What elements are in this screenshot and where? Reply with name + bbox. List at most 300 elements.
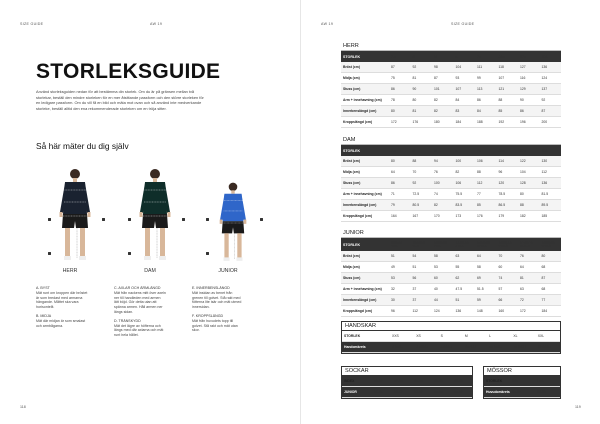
table-cell: 184: [455, 120, 462, 124]
header-cell: [518, 55, 540, 59]
table-title: JUNIOR: [341, 229, 561, 238]
table-cell: 63: [520, 287, 524, 291]
table-cell: 118: [498, 65, 504, 69]
header-cell-text: 98/104: [391, 241, 402, 245]
table-header-row: [341, 51, 561, 62]
table-row: [341, 62, 561, 73]
table-row: [341, 156, 561, 167]
table-cell: 90: [412, 87, 417, 91]
table-cell: 75.5: [455, 192, 463, 196]
header-cell-text: M: [434, 148, 437, 153]
table-cell: 40: [434, 287, 438, 291]
table-cell: 182: [520, 214, 526, 218]
intro-text: Använd storleksguiden nedan för att bestämma din storlek. Om du är på gränsen mellan två storlekar, beställ den mindre storleken för en mer åtsittande passform och den större storleken för en ledigare passform. Om du vill få en bild och mäta mot ovan och så använd inte medverkande storleke, beställ alltid den ena rekommenderade storleken om en tröja sitter.: [36, 89, 204, 111]
table-cell: 32: [391, 287, 395, 291]
table-title: HANDSKAR: [342, 322, 560, 331]
page-title: STORLEKSGUIDE: [36, 60, 221, 83]
header-mid: SIZE GUIDE: [451, 22, 475, 26]
table-cell: 54-56: [512, 390, 521, 394]
table-cell: 51: [455, 298, 460, 302]
table-row: [341, 251, 561, 262]
table-cell: 86: [391, 181, 395, 185]
table-cell: 84: [455, 98, 460, 102]
table-body: [341, 156, 561, 222]
table-header-row: [484, 376, 560, 387]
size-table-dam: [341, 136, 561, 222]
table-cell: 86: [477, 98, 481, 102]
header-cell: [497, 149, 519, 153]
table-cell: 176: [412, 120, 419, 124]
header-cell-subtext: 3-4 år: [391, 245, 398, 248]
table-cell: 28-30: [414, 390, 423, 394]
row-label: Handomkrets: [344, 345, 366, 349]
table-row: [341, 273, 561, 284]
header-cell: [411, 149, 433, 153]
table-title: HERR: [341, 42, 561, 51]
header-cell-text: XXL: [498, 54, 506, 59]
table-cell: 10 INCH: [489, 345, 503, 349]
header-cell: L/XL: [537, 379, 545, 383]
table-row: [342, 342, 560, 353]
note-heading: C. AXLAR OCH ÄRMLÄNGD: [114, 286, 161, 290]
table-cell: 71: [391, 192, 395, 196]
header-cell: [341, 149, 389, 153]
table-cell: 112: [477, 181, 483, 185]
table-cell: 80: [391, 159, 395, 163]
table-cell: 83.5: [455, 203, 463, 207]
table-cell: 113: [477, 87, 483, 91]
table-cell: 81: [412, 76, 417, 80]
table-cell: 82: [434, 109, 438, 113]
table-cell: 56: [412, 276, 417, 280]
table-cell: 116: [520, 76, 526, 80]
table-cell: 78.5: [498, 192, 506, 196]
table-cell: 160: [498, 309, 505, 313]
header-cell: [454, 149, 476, 153]
row-label: Kroppslängd (cm): [343, 214, 373, 218]
note-heading: D. TRÄNSKYDD: [114, 318, 141, 323]
table-row: [341, 200, 561, 211]
table-cell: 77: [477, 192, 481, 196]
table-cell: 86: [520, 109, 524, 113]
table-title: DAM: [341, 136, 561, 145]
header-cell-subtext: 15-16 år: [520, 245, 530, 248]
table-row: [341, 262, 561, 273]
header-cell: [389, 241, 411, 248]
table-title: MÖSSOR: [484, 367, 560, 376]
header-cell-text: 158/164: [498, 241, 512, 245]
header-cell-subtext: 7-8 år: [434, 245, 441, 248]
header-cell-text: 4XL: [541, 148, 549, 153]
header-left: SIZE GUIDE: [20, 22, 44, 26]
table-cell: 72.5: [412, 192, 420, 196]
table-header-row: [341, 238, 561, 251]
row-label: Stuss (cm): [343, 181, 361, 185]
header-cell: [475, 241, 497, 248]
measurement-marker: [182, 218, 185, 221]
table-cell: 96: [391, 309, 395, 313]
table-cell: 88: [520, 203, 524, 207]
table-row: [341, 178, 561, 189]
table-cell: 64: [391, 170, 395, 174]
table-cell: 188: [477, 120, 483, 124]
table-cell: 82: [434, 98, 438, 102]
table-cell: 53: [391, 276, 395, 280]
header-cell-text: S: [412, 54, 415, 59]
measurement-marker: [260, 218, 263, 221]
header-cell: [432, 241, 454, 248]
row-label: Arm + innehavning (cm): [343, 192, 382, 196]
size-table-junior: [341, 229, 561, 317]
header-cell-text: 122/128: [434, 241, 447, 245]
table-cell: 81: [520, 276, 524, 280]
table-cell: 69: [477, 276, 481, 280]
header-cell: [389, 149, 411, 153]
table-row: [342, 387, 472, 398]
header-cell: [518, 149, 540, 153]
table-row: [341, 211, 561, 222]
table-row: [484, 387, 560, 398]
table-cell: 80: [412, 98, 417, 102]
table-cell: 104: [455, 65, 462, 69]
table-cell: 62: [455, 276, 460, 280]
note-body: Mät från huvudets topp till golvet. Stå rakt och mät utan skor.: [192, 318, 238, 333]
table-cell: 184: [541, 309, 548, 313]
table-cell: 87: [434, 76, 438, 80]
notes-column-3: [192, 286, 244, 337]
header-cell-text: L: [455, 148, 458, 153]
table-cell: 81.5: [541, 192, 549, 196]
header-cell: [411, 241, 433, 248]
header-cell-text: M: [434, 54, 437, 59]
note-body: Mät runt om kroppen där bröstet är som bredast med armarna hängande. Måttet ska vara horisontellt.: [36, 290, 88, 310]
table-cell: 86: [391, 87, 395, 91]
table-cell: 64: [477, 254, 481, 258]
table-cell: 37: [412, 287, 417, 291]
table-cell: 68: [541, 287, 546, 291]
header-cell: INDEX: [344, 379, 355, 383]
table-cell: 127: [520, 65, 526, 69]
row-label: Innerbenslängd (cm): [343, 109, 377, 113]
table-cell: 82: [434, 203, 438, 207]
table-cell: 53: [434, 265, 438, 269]
header-cell: [475, 55, 497, 59]
header-cell-text: XS: [391, 54, 396, 59]
table-cell: 100: [434, 181, 440, 185]
header-cell-subtext: 17-18 år: [541, 245, 552, 248]
header-cell: 43-45: [434, 379, 443, 383]
table-cell: 172: [520, 309, 526, 313]
note-heading: E. INNERBENSLÄNGD: [192, 286, 230, 290]
table-body: [341, 62, 561, 128]
header-cell-text: XL: [477, 54, 482, 59]
row-label: Bröst (cm): [343, 254, 360, 258]
row-label: Bröst (cm): [343, 65, 360, 69]
table-cell: 49: [391, 265, 395, 269]
table-cell: 72: [520, 298, 524, 302]
table-cell: 51: [412, 265, 417, 269]
table-cell: 80: [541, 254, 546, 258]
header-cell: [497, 241, 519, 248]
note-heading: B. MIDJA: [36, 313, 52, 318]
measurement-marker: [206, 252, 209, 255]
note-body: Mät där midjan är som smalast och armbågarna.: [36, 318, 86, 328]
table-cell: 64: [520, 265, 524, 269]
table-cell: 129: [520, 87, 526, 91]
note-heading: F. KROPPSLÄNGD: [192, 313, 224, 318]
table-cell: 54: [412, 254, 417, 258]
page-number-right: 119: [575, 405, 581, 409]
table-row: [341, 189, 561, 200]
table-cell: 98: [434, 65, 438, 69]
table-cell: 59: [477, 298, 481, 302]
table-cell: 57: [498, 287, 503, 291]
table-cell: 92: [412, 65, 417, 69]
header-cell: STORLEK: [486, 379, 503, 383]
table-cell: 94: [434, 159, 438, 163]
table-cell: 106: [455, 181, 462, 185]
table-row: [341, 284, 561, 295]
row-label: Bröst (cm): [343, 159, 360, 163]
figure-label-junior: JUNIOR: [218, 268, 238, 274]
table-cell: 82: [455, 170, 460, 174]
table-cell: 44: [434, 298, 438, 302]
section-subtitle: Så här mäter du dig själv: [36, 141, 129, 151]
table-header-row: [342, 376, 472, 387]
table-cell: 9 INCH: [464, 345, 476, 349]
row-label: Innerbenslängd (cm): [343, 203, 377, 207]
table-cell: 31-33: [434, 390, 443, 394]
table-row: [341, 95, 561, 106]
table-cell: 22-24: [374, 390, 383, 394]
table-cell: 196: [520, 120, 526, 124]
header-cell: [540, 241, 562, 248]
table-cell: 92: [412, 181, 417, 185]
table-cell: 83: [455, 109, 460, 113]
table-cell: 80: [391, 109, 395, 113]
measurement-marker: [48, 218, 51, 221]
table-cell: 128: [520, 181, 526, 185]
measurement-marker: [102, 218, 105, 221]
table-cell: 124: [541, 76, 548, 80]
table-cell: 192: [498, 120, 505, 124]
table-cell: 90: [520, 98, 524, 102]
table-cell: 70: [498, 254, 503, 258]
table-cell: 80: [520, 192, 524, 196]
table-cell: 200: [541, 120, 548, 124]
note-body: Mät från nackens mitt över axeln ner till handleden med armen lätt böjd. Gör detta utan att spänna armen. Håll armen ner längs sidan.: [114, 290, 166, 314]
notes-column-2: [114, 286, 166, 342]
table-cell: 101: [434, 87, 440, 91]
note-heading: A. BYST: [36, 286, 50, 290]
table-cell: 88: [412, 159, 417, 163]
table-cell: 88: [477, 170, 481, 174]
header-cell: S: [440, 334, 443, 338]
table-cell: 63: [455, 254, 460, 258]
table-cell: 104: [520, 170, 526, 174]
table-cell: 87: [391, 65, 395, 69]
header-cell: 40-42: [414, 379, 423, 383]
measurement-marker: [128, 252, 131, 255]
table-cell: 86.5: [498, 203, 506, 207]
table-cell: 124: [434, 309, 440, 313]
header-cell-subtext: 9-10 år: [455, 245, 464, 248]
header-cell-text: STORLEK: [343, 242, 361, 247]
table-cell: 55: [455, 265, 460, 269]
header-cell: 46-48: [454, 379, 463, 383]
header-cell-text: 146/152: [477, 241, 490, 245]
header-cell: [411, 55, 433, 59]
figure-dam: [130, 166, 180, 266]
table-cell: 84: [477, 109, 481, 113]
header-cell: [341, 243, 389, 247]
row-label: Midja (cm): [343, 76, 360, 80]
measurement-marker: [206, 218, 209, 221]
table-cell: 51.5: [477, 287, 484, 291]
table-cell: 87: [541, 276, 546, 280]
header-cell-text: 3XL: [520, 148, 527, 153]
table-cell: 79: [391, 203, 395, 207]
header-cell: S/M: [512, 379, 519, 383]
header-cell: [475, 149, 497, 153]
row-label: Stuss (cm): [343, 87, 361, 91]
table-cell: 85: [498, 109, 503, 113]
header-cell: L: [489, 334, 492, 338]
table-header-row: [341, 145, 561, 156]
header-cell-text: STORLEK: [343, 54, 361, 59]
table-cell: 106: [477, 159, 483, 163]
table-cell: 148: [477, 309, 483, 313]
table-cell: 179: [498, 214, 505, 218]
header-cell-text: S: [412, 148, 415, 153]
header-mid: AW 19: [150, 22, 163, 26]
table-cell: 12 INCH: [537, 345, 551, 349]
table-cell: 37: [412, 298, 417, 302]
table-row: [341, 167, 561, 178]
figure-herr: [50, 166, 100, 266]
header-cell: 33-36: [374, 379, 383, 383]
table-cell: 93: [455, 76, 460, 80]
table-cell: 25-27: [394, 390, 403, 394]
row-label: JUNIOR: [344, 390, 357, 394]
table-cell: 7 INCH: [416, 345, 428, 349]
header-cell-text: XXL: [498, 148, 506, 153]
table-cell: 99: [477, 76, 481, 80]
size-table-mossor: [483, 366, 561, 399]
measurement-marker: [128, 218, 131, 221]
header-cell: [454, 241, 476, 248]
header-cell-text: 4XL: [541, 54, 549, 59]
table-cell: 51: [391, 254, 395, 258]
row-label: Arm + innehavning (cm): [343, 287, 382, 291]
table-cell: 68: [541, 265, 546, 269]
table-row: [341, 117, 561, 128]
table-cell: 60: [498, 265, 503, 269]
header-cell: [341, 55, 389, 59]
header-cell-subtext: 13-14 år: [498, 245, 509, 248]
table-cell: 130: [541, 159, 548, 163]
table-cell: 85: [477, 203, 481, 207]
table-cell: 121: [498, 87, 505, 91]
table-body: [341, 251, 561, 317]
header-cell: [518, 241, 540, 248]
header-cell: [497, 55, 519, 59]
header-cell-subtext: 11-12 år: [477, 245, 487, 248]
header-cell-text: 3XL: [520, 54, 527, 59]
row-label: Kroppslängd (cm): [343, 309, 373, 313]
table-cell: 87: [541, 109, 546, 113]
table-cell: 120: [498, 181, 505, 185]
table-cell: 88: [498, 98, 503, 102]
header-cell: STORLEK: [344, 334, 361, 338]
measurement-marker: [48, 252, 51, 255]
row-label: Midja (cm): [343, 170, 360, 174]
table-cell: 172: [391, 120, 397, 124]
row-label: Arm + innehavning (cm): [343, 98, 382, 102]
table-cell: 34-36: [454, 390, 463, 394]
table-cell: 58: [477, 265, 481, 269]
table-cell: 107: [498, 76, 505, 80]
table-cell: 167: [412, 214, 419, 218]
table-cell: 81: [412, 109, 417, 113]
table-cell: 173: [455, 214, 462, 218]
table-cell: 75: [391, 76, 395, 80]
header-cell: XL: [513, 334, 518, 338]
table-cell: 96: [498, 170, 503, 174]
note-body: Mät det lägre av höfterna och längs med där axlarna och mät runt hela hållet.: [114, 323, 164, 338]
row-label: Midja (cm): [343, 265, 360, 269]
header-cell-text: 170/176: [520, 241, 533, 245]
table-cell: 74: [498, 276, 503, 280]
table-cell: 112: [412, 309, 418, 313]
header-cell-text: 134/140: [455, 241, 469, 245]
figure-label-dam: DAM: [144, 268, 156, 274]
size-table-sockar: [341, 366, 473, 399]
table-row: [341, 295, 561, 306]
table-row: [341, 73, 561, 84]
header-cell: [432, 149, 454, 153]
table-cell: 112: [541, 170, 547, 174]
table-title: SOCKAR: [342, 367, 472, 376]
table-cell: 89.5: [541, 203, 549, 207]
row-label: Stuss (cm): [343, 276, 361, 280]
table-cell: 180: [434, 120, 440, 124]
table-cell: 137: [541, 87, 548, 91]
table-cell: 6 INCH: [392, 345, 404, 349]
table-cell: 136: [455, 309, 462, 313]
table-cell: 66: [498, 298, 503, 302]
header-cell-text: STORLEK: [343, 148, 361, 153]
table-cell: 58: [434, 254, 438, 258]
table-cell: 30: [391, 298, 395, 302]
table-cell: 76: [434, 170, 438, 174]
table-cell: 80.5: [412, 203, 420, 207]
table-cell: 74: [434, 192, 438, 196]
table-cell: 8 INCH: [440, 345, 452, 349]
table-header-row: [342, 331, 560, 342]
header-cell: [540, 149, 562, 153]
table-row: [341, 84, 561, 95]
table-cell: 185: [541, 214, 548, 218]
header-cell-text: XS: [391, 148, 396, 153]
table-cell: 78: [391, 98, 395, 102]
header-cell: XXL: [537, 334, 545, 338]
header-cell: XXS: [392, 334, 399, 338]
table-cell: 47.5: [455, 287, 463, 291]
size-table-handskar: [341, 321, 561, 354]
size-table-herr: [341, 42, 561, 128]
table-cell: 170: [434, 214, 440, 218]
